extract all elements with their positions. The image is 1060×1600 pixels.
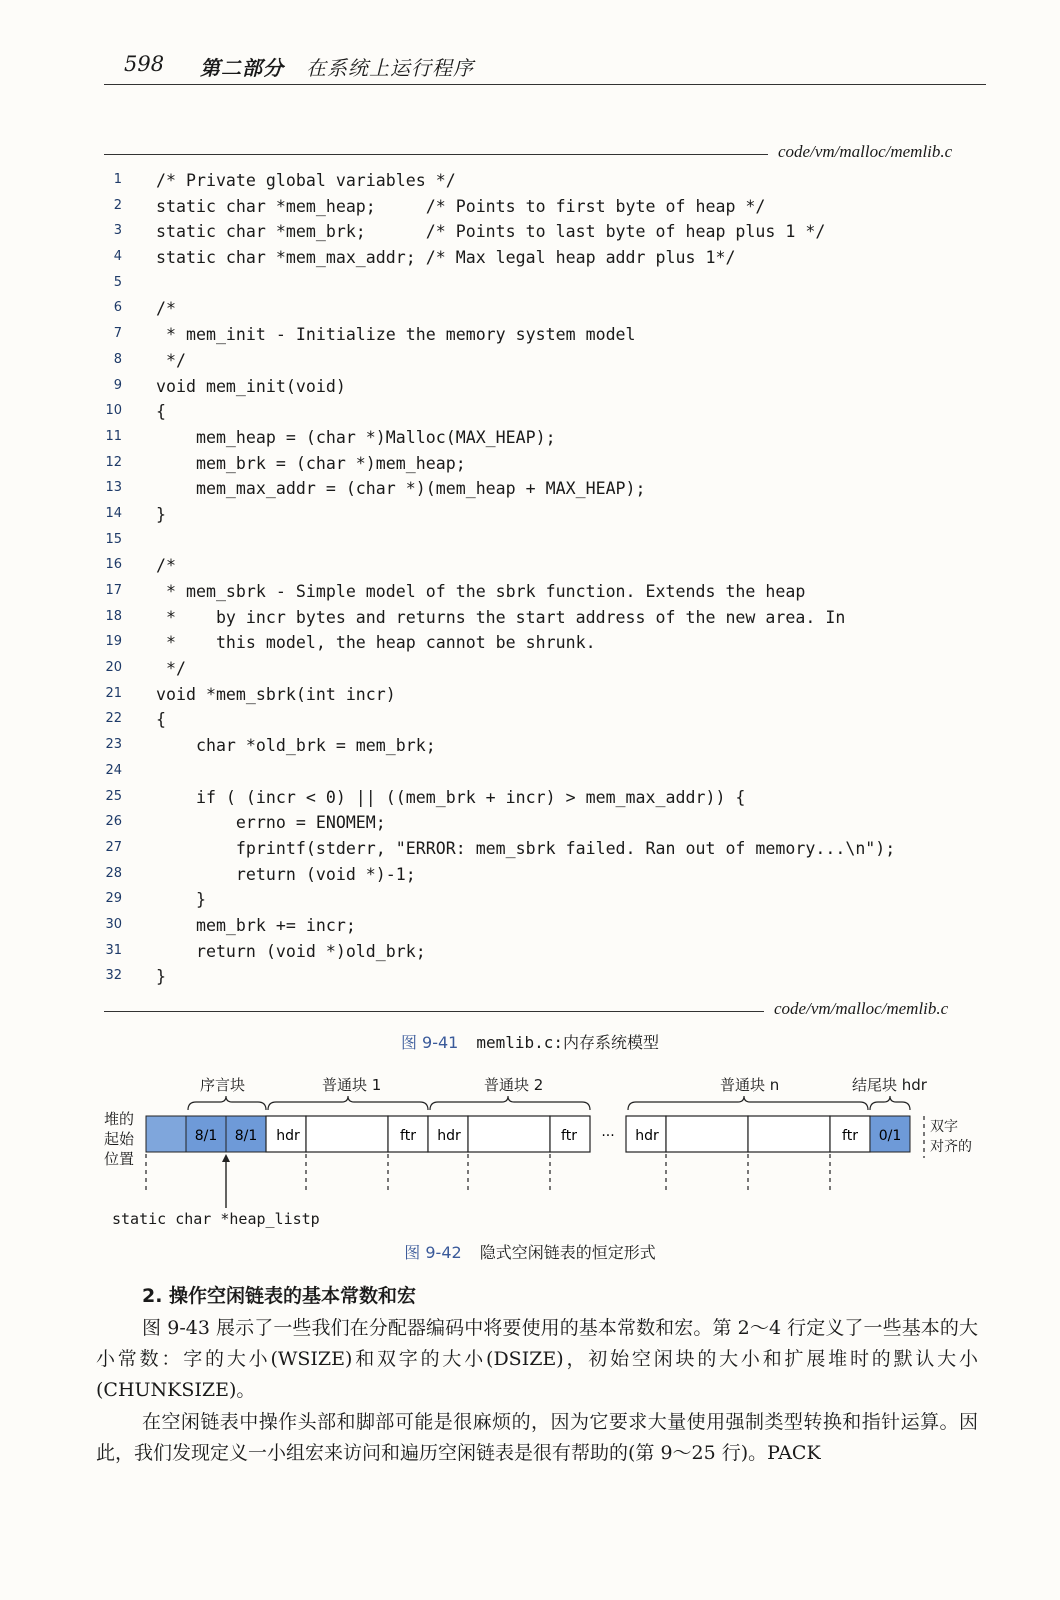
- epilogue-brace: [870, 1096, 910, 1110]
- code-text: void mem_init(void): [156, 376, 346, 396]
- code-line: [100, 245, 1000, 271]
- line-number: 19: [105, 634, 122, 650]
- figure-code-name: memlib.c:: [476, 1033, 564, 1052]
- line-number: 24: [105, 762, 122, 778]
- normal-block-n-brace: [628, 1096, 868, 1110]
- padding-word: [146, 1116, 186, 1152]
- code-text: /*: [156, 556, 176, 576]
- code-line: [100, 425, 1000, 451]
- line-number: 18: [105, 608, 122, 624]
- code-line: [100, 168, 1000, 194]
- epilogue-header-text: 0/1: [878, 1128, 902, 1144]
- figure-9-42-caption: [0, 1240, 1060, 1263]
- code-line: [100, 579, 1000, 605]
- code-top-rule: [104, 154, 768, 155]
- figure-title: 内存系统模型: [563, 1033, 660, 1052]
- double-word-label-1: 双字: [930, 1119, 958, 1135]
- code-line: [100, 348, 1000, 374]
- heap-start-label-3: 位置: [104, 1150, 135, 1168]
- line-number: 31: [105, 942, 122, 958]
- page-number: 598: [124, 52, 165, 76]
- line-number: 23: [105, 737, 122, 753]
- code-text: }: [156, 504, 166, 524]
- code-line: [100, 271, 1000, 297]
- line-number: 25: [105, 788, 122, 804]
- code-text: */: [156, 659, 186, 679]
- code-text: static char *mem_brk; /* Points to last byte of heap plus 1 */: [156, 222, 826, 242]
- running-header: [104, 50, 986, 85]
- code-line: [100, 502, 1000, 528]
- block-2-footer-text: ftr: [561, 1128, 577, 1144]
- line-number: 20: [105, 660, 122, 676]
- line-number: 15: [105, 531, 122, 547]
- code-line: [100, 296, 1000, 322]
- block-2-payload: [468, 1116, 550, 1152]
- block-1-payload: [306, 1116, 388, 1152]
- figure-9-41-caption: [0, 1030, 1060, 1053]
- line-number: 10: [105, 403, 122, 419]
- code-line: [100, 322, 1000, 348]
- code-line: [100, 759, 1000, 785]
- code-text: static char *mem_max_addr; /* Max legal heap addr plus 1*/: [156, 248, 736, 268]
- code-text: * mem_sbrk - Simple model of the sbrk function. Extends the heap: [156, 582, 806, 601]
- heap-start-label-2: 起始: [104, 1130, 135, 1148]
- code-line: [100, 836, 1000, 862]
- code-text: * by incr bytes and returns the start address of the new area. In: [156, 607, 846, 627]
- code-line: [100, 194, 1000, 220]
- implicit-free-list-diagram: [98, 1068, 998, 1248]
- code-line: [100, 887, 1000, 913]
- block-n-footer-text: ftr: [842, 1128, 858, 1144]
- line-number: 5: [113, 274, 122, 290]
- code-line: [100, 939, 1000, 965]
- block-n-payload-2: [748, 1116, 830, 1152]
- code-text: return (void *)-1;: [156, 864, 416, 884]
- part-label: 第二部分: [200, 56, 284, 80]
- paragraph-2: 在空闲链表中操作头部和脚部可能是很麻烦的，因为它要求大量使用强制类型转换和指针运算。因此，我们发现定义一小组宏来访问和遍历空闲链表是很有帮助的(第 9～25 行)。PACK: [96, 1411, 978, 1464]
- line-number: 3: [113, 223, 122, 239]
- line-number: 32: [105, 968, 122, 984]
- figure-number: 图 9-41: [400, 1033, 459, 1052]
- line-number: 2: [113, 197, 122, 213]
- block-n-header-text: hdr: [635, 1128, 659, 1144]
- normal-block-2-brace: [430, 1096, 590, 1110]
- line-number: 26: [105, 814, 122, 830]
- figure-title-942: 隐式空闲链表的恒定形式: [479, 1243, 656, 1262]
- line-number: 9: [113, 377, 122, 393]
- code-text: void *mem_sbrk(int incr): [156, 684, 396, 704]
- code-filename-bottom: code/vm/malloc/memlib.c: [774, 999, 949, 1018]
- line-number: 16: [105, 557, 122, 573]
- code-text: /*: [156, 299, 176, 319]
- heap-listp-arrow-head: [222, 1154, 230, 1162]
- code-text: mem_brk += incr;: [156, 915, 356, 935]
- code-text: errno = ENOMEM;: [156, 813, 386, 833]
- code-text: char *old_brk = mem_brk;: [156, 736, 436, 756]
- code-line: [100, 605, 1000, 631]
- normal-block-2-label: 普通块 2: [484, 1076, 544, 1094]
- code-line: [100, 733, 1000, 759]
- code-text: {: [156, 710, 166, 730]
- code-line: [100, 374, 1000, 400]
- line-number: 12: [105, 454, 122, 470]
- code-line: [100, 964, 1000, 990]
- line-number: 4: [113, 249, 122, 265]
- line-number: 17: [105, 583, 122, 598]
- line-number: 14: [105, 505, 122, 521]
- line-number: 21: [105, 685, 122, 701]
- code-text: fprintf(stderr, "ERROR: mem_sbrk failed. Ran out of memory...\n");: [156, 838, 896, 858]
- code-text: return (void *)old_brk;: [156, 941, 426, 961]
- code-filename-top: code/vm/malloc/memlib.c: [778, 142, 953, 161]
- code-line: [100, 810, 1000, 836]
- prologue-label: 序言块: [200, 1076, 246, 1094]
- code-line: [100, 862, 1000, 888]
- line-number: 6: [113, 300, 122, 316]
- epilogue-label: 结尾块 hdr: [852, 1076, 927, 1094]
- line-number: 1: [113, 172, 122, 187]
- running-title: [200, 52, 474, 81]
- prologue-brace: [188, 1096, 266, 1110]
- double-word-label-2: 对齐的: [930, 1139, 972, 1155]
- block-1-footer-text: ftr: [400, 1128, 416, 1144]
- code-text: * mem_init - Initialize the memory system model: [156, 325, 636, 345]
- code-line: [100, 476, 1000, 502]
- code-listing: [100, 168, 1000, 990]
- code-line: [100, 913, 1000, 939]
- ellipsis-text: ···: [601, 1128, 615, 1144]
- code-text: /* Private global variables */: [156, 171, 456, 190]
- line-number: 27: [105, 839, 122, 855]
- code-text: }: [156, 967, 166, 987]
- code-line: [100, 707, 1000, 733]
- line-number: 30: [105, 916, 122, 932]
- line-number: 13: [105, 480, 122, 496]
- brace-group: [188, 1096, 910, 1110]
- line-number: 7: [113, 326, 122, 342]
- code-line: [100, 630, 1000, 656]
- paragraph-1: 图 9-43 展示了一些我们在分配器编码中将要使用的基本常数和宏。第 2～4 行定义了一些基本的大小常数：字的大小(WSIZE)和双字的大小(DSIZE)，初始空闲块的大小和扩展堆时的默认大小(CHUNKSIZE)。: [96, 1317, 978, 1401]
- line-number: 22: [105, 711, 122, 727]
- block-n-payload-1: [666, 1116, 748, 1152]
- code-text: mem_brk = (char *)mem_heap;: [156, 453, 466, 473]
- block-2-header-text: hdr: [437, 1128, 461, 1144]
- code-text: mem_max_addr = (char *)(mem_heap + MAX_HEAP);: [156, 479, 646, 499]
- line-number: 8: [113, 351, 122, 367]
- code-line: [100, 656, 1000, 682]
- code-bottom-rule: [104, 1011, 764, 1012]
- code-line: [100, 553, 1000, 579]
- heap-start-label-1: 堆的: [104, 1110, 135, 1128]
- code-text: static char *mem_heap; /* Points to first byte of heap */: [156, 196, 766, 216]
- code-text: mem_heap = (char *)Malloc(MAX_HEAP);: [156, 427, 556, 447]
- code-text: * this model, the heap cannot be shrunk.: [156, 633, 596, 653]
- section-heading: 2. 操作空闲链表的基本常数和宏: [142, 1285, 417, 1307]
- code-line: [100, 528, 1000, 554]
- code-text: }: [156, 890, 206, 910]
- prologue-footer-text: 8/1: [234, 1128, 258, 1144]
- code-text: {: [156, 402, 166, 422]
- line-number: 28: [105, 865, 122, 881]
- code-line: [100, 399, 1000, 425]
- heap-listp-label: static char *heap_listp: [112, 1210, 320, 1228]
- code-line: [100, 785, 1000, 811]
- code-line: [100, 219, 1000, 245]
- code-text: */: [156, 350, 186, 370]
- code-line: [100, 682, 1000, 708]
- normal-block-1-label: 普通块 1: [322, 1076, 382, 1094]
- normal-block-n-label: 普通块 n: [720, 1076, 780, 1094]
- block-1-header-text: hdr: [276, 1128, 300, 1144]
- part-title: 在系统上运行程序: [306, 56, 474, 80]
- code-text: if ( (incr < 0) || ((mem_brk + incr) > mem_max_addr)) {: [156, 787, 746, 807]
- line-number: 29: [105, 891, 122, 907]
- normal-block-1-brace: [268, 1096, 428, 1110]
- line-number: 11: [105, 428, 122, 444]
- prologue-header-text: 8/1: [194, 1128, 218, 1144]
- code-line: [100, 451, 1000, 477]
- figure-number-942: 图 9-42: [404, 1243, 462, 1262]
